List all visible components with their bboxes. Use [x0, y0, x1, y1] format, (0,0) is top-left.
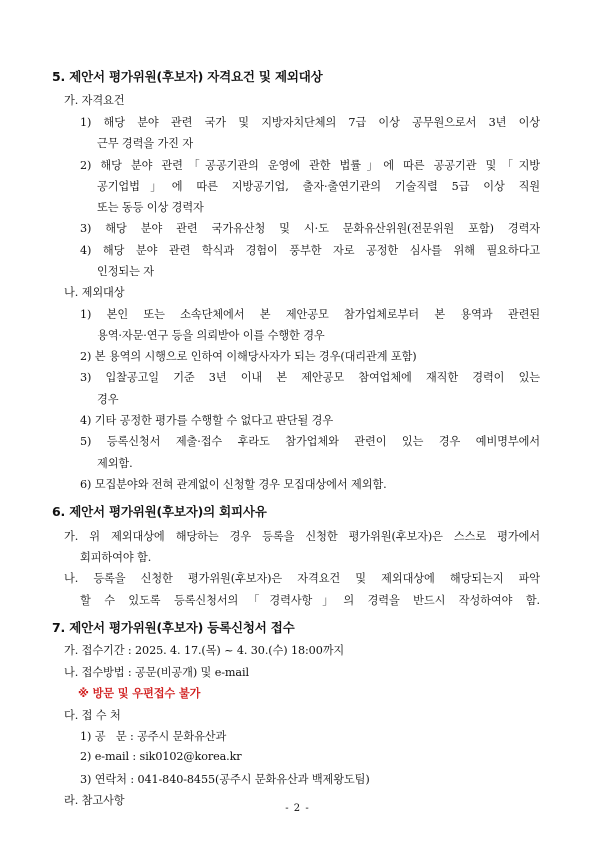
exclusion-item-2: 2) 본 용역의 시행으로 인하여 이해당사자가 되는 경우(대리관계 포함): [80, 350, 417, 363]
exclusion-item-1-line-1: 1) 본인 또는 소속단체에서 본 제안공모 참가업체로부터 본 용역과 관련된: [80, 308, 540, 321]
contact-phone: 3) 연락처 : 041-840-8455(공주시 문화유산과 백제왕도팀): [80, 773, 370, 786]
notes-heading: 라. 참고사항: [64, 794, 125, 807]
section-7-title: 7. 제안서 평가위원(후보자) 등록신청서 접수: [52, 620, 295, 635]
qualification-item-1-line-1: 1) 해당 분야 관련 국가 및 지방자치단체의 7급 이상 공무원으로서 3년 이상: [80, 116, 540, 129]
application-method: 나. 접수방법 : 공문(비공개) 및 e-mail: [64, 666, 249, 679]
qualification-item-4-line-1: 4) 해당 분야 관련 학식과 경험이 풍부한 자로 공정한 심사를 위해 필요하다고: [80, 244, 540, 257]
avoidance-item-b-line-1: 나. 등록을 신청한 평가위원(후보자)은 자격요건 및 제외대상에 해당되는지 파악: [64, 572, 540, 585]
warning-note: ※ 방문 및 우편접수 불가: [78, 687, 201, 700]
section-6-title: 6. 제안서 평가위원(후보자)의 회피사유: [52, 504, 267, 519]
section-5-b-heading: 나. 제외대상: [64, 286, 125, 299]
exclusion-item-4: 4) 기타 공정한 평가를 수행할 수 없다고 판단될 경우: [80, 414, 334, 427]
qualification-item-2-line-1: 2) 해당 분야 관련「공공기관의 운영에 관한 법률」에 따른 공공기관 및「지방: [80, 159, 540, 172]
contact-heading: 다. 접 수 처: [64, 709, 121, 722]
exclusion-item-5-line-1: 5) 등록신청서 제출·접수 후라도 참가업체와 관련이 있는 경우 예비명부에서: [80, 435, 540, 448]
exclusion-item-6: 6) 모집분야와 전혀 관계없이 신청할 경우 모집대상에서 제외함.: [80, 478, 387, 491]
section-5-title: 5. 제안서 평가위원(후보자) 자격요건 및 제외대상: [52, 69, 323, 84]
exclusion-item-3-line-2: 경우: [97, 393, 119, 406]
qualification-item-3: 3) 해당 분야 관련 국가유산청 및 시·도 문화유산위원(전문위원 포함) 경력자: [80, 222, 540, 235]
exclusion-item-3-line-1: 3) 입찰공고일 기준 3년 이내 본 제안공모 참여업체에 재직한 경력이 있는: [80, 371, 540, 384]
avoidance-item-b-line-2: 할 수 있도록 등록신청서의「경력사항」의 경력을 반드시 작성하여야 함.: [80, 594, 540, 607]
contact-email: 2) e-mail : sik0102@korea.kr: [80, 750, 242, 763]
qualification-item-1-line-2: 근무 경력을 가진 자: [97, 137, 194, 150]
avoidance-item-a-line-2: 회피하여야 함.: [80, 551, 152, 564]
exclusion-item-1-line-2: 용역·자문·연구 등을 의뢰받아 이를 수행한 경우: [97, 329, 325, 342]
qualification-item-4-line-2: 인정되는 자: [97, 265, 154, 278]
qualification-item-2-line-3: 또는 동등 이상 경력자: [97, 201, 204, 214]
qualification-item-2-line-2: 공기업법」에 따른 지방공기업, 출자·출연기관의 기술직렬 5급 이상 직원: [97, 180, 540, 193]
section-5-a-heading: 가. 자격요건: [64, 94, 125, 107]
application-period: 가. 접수기간 : 2025. 4. 17.(목) ~ 4. 30.(수) 18:00까지: [64, 644, 345, 657]
page-number: - 2 -: [285, 803, 310, 814]
contact-official-document: 1) 공 문 : 공주시 문화유산과: [80, 730, 227, 743]
exclusion-item-5-line-2: 제외함.: [97, 457, 133, 470]
avoidance-item-a-line-1: 가. 위 제외대상에 해당하는 경우 등록을 신청한 평가위원(후보자)은 스스로 평가에서: [64, 530, 540, 543]
